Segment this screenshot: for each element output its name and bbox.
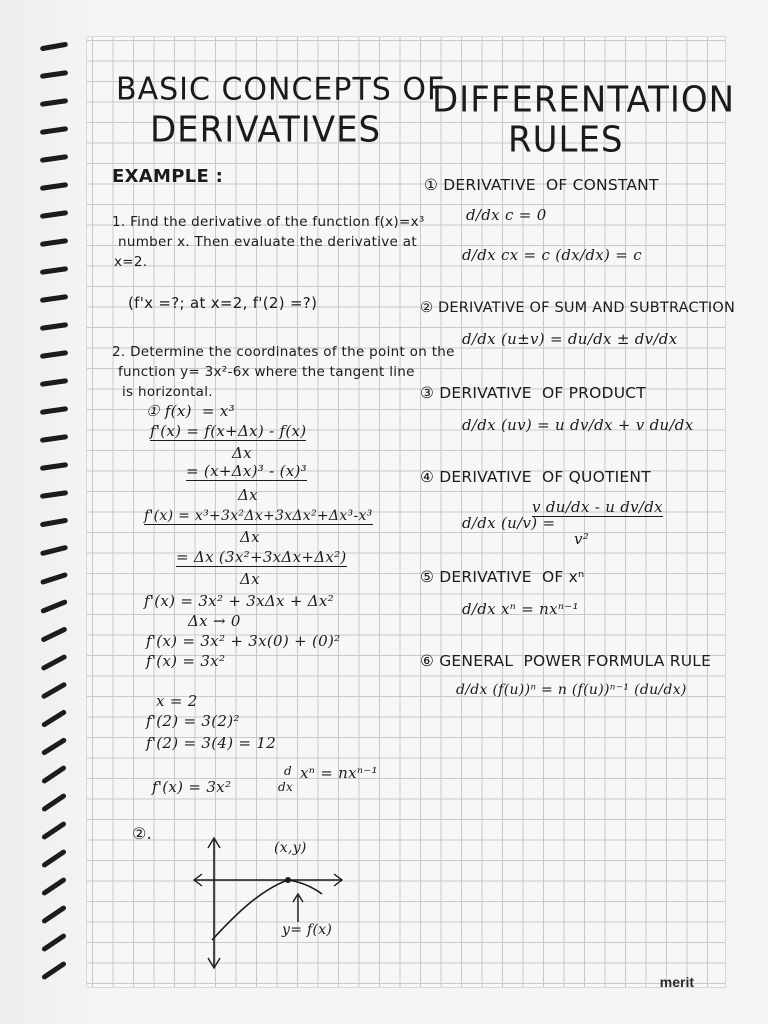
step-7: Δx → 0 [188, 612, 241, 630]
step-9: f'(x) = 3x² [146, 652, 226, 670]
rule-4-lhs: d/dx (u/v) = [462, 514, 556, 532]
step-4: f'(x) = x³+3x²Δx+3xΔx²+Δx³-x³ [144, 508, 373, 524]
question-1-line-1: 1. Find the derivative of the function f(x)=x³ [112, 214, 425, 230]
brand-logo: merit [659, 974, 694, 990]
rule-2-formula: d/dx (u±v) = du/dx ± dv/dx [462, 330, 678, 348]
graph-label: ②. [132, 824, 153, 843]
example-heading: EXAMPLE : [112, 166, 224, 187]
question-1-hint: (f'x =?; at x=2, f'(2) =?) [128, 294, 318, 312]
step-13: f'(x) = 3x² [152, 778, 232, 796]
rule-5-formula: d/dx xⁿ = nxⁿ⁻¹ [462, 600, 579, 618]
rule-3-formula: d/dx (uv) = u dv/dx + v du/dx [462, 416, 694, 434]
rule-1-formula-a: d/dx c = 0 [466, 206, 547, 224]
rule-4-heading: ④ DERIVATIVE OF QUOTIENT [420, 468, 651, 486]
power-rule-formula: xⁿ = nxⁿ⁻¹ [300, 764, 378, 782]
rule-3-heading: ③ DERIVATIVE OF PRODUCT [420, 384, 646, 402]
rule-2-heading: ② DERIVATIVE OF SUM AND SUBTRACTION [420, 300, 736, 316]
question-2-line-2: function y= 3x²-6x where the tangent line [118, 364, 415, 380]
step-2-denominator: Δx [232, 444, 252, 462]
right-title-line1: DIFFERENTATION [432, 79, 736, 121]
step-5: = Δx (3x²+3xΔx+Δx²) [176, 548, 347, 566]
rule-1-formula-b: d/dx cx = c (dx/dx) = c [462, 246, 642, 264]
question-1-line-2: number x. Then evaluate the derivative at [118, 234, 417, 250]
point-label: (x,y) [274, 840, 307, 856]
step-10: x = 2 [156, 692, 198, 710]
left-title-line1: BASIC CONCEPTS OF [116, 71, 446, 108]
rule-6-heading: ⑥ GENERAL POWER FORMULA RULE [420, 652, 712, 670]
rule-4-numerator: v du/dx - u dv/dx [532, 498, 663, 516]
step-2: f'(x) = f(x+Δx) - f(x) [150, 422, 307, 440]
left-title-line2: DERIVATIVES [150, 109, 382, 151]
curve-label: y= f(x) [282, 922, 333, 938]
right-title-line2: RULES [508, 119, 624, 161]
step-8: f'(x) = 3x² + 3x(0) + (0)² [146, 632, 341, 650]
power-rule-d: d [284, 764, 292, 778]
step-11: f'(2) = 3(2)² [146, 712, 240, 730]
step-5-denominator: Δx [240, 570, 260, 588]
rule-5-heading: ⑤ DERIVATIVE OF xⁿ [420, 568, 585, 586]
rule-6-formula: d/dx (f(u))ⁿ = n (f(u))ⁿ⁻¹ (du/dx) [456, 682, 687, 698]
step-3: = (x+Δx)³ - (x)³ [186, 462, 307, 480]
question-1-line-3: x=2. [114, 254, 148, 270]
step-4-denominator: Δx [240, 528, 260, 546]
step-6: f'(x) = 3x² + 3xΔx + Δx² [144, 592, 334, 610]
step-1: ① f(x) = x³ [146, 402, 235, 420]
question-2-line-1: 2. Determine the coordinates of the point on the [112, 344, 455, 360]
power-rule-dx: dx [278, 780, 294, 794]
tangent-point [285, 877, 291, 883]
spiral-binding [0, 0, 86, 1024]
step-12: f'(2) = 3(4) = 12 [146, 734, 277, 752]
rule-4-denominator: v² [574, 530, 590, 548]
step-3-denominator: Δx [238, 486, 258, 504]
rule-1-heading: ① DERIVATIVE OF CONSTANT [424, 176, 659, 194]
question-2-line-3: is horizontal. [122, 384, 213, 400]
